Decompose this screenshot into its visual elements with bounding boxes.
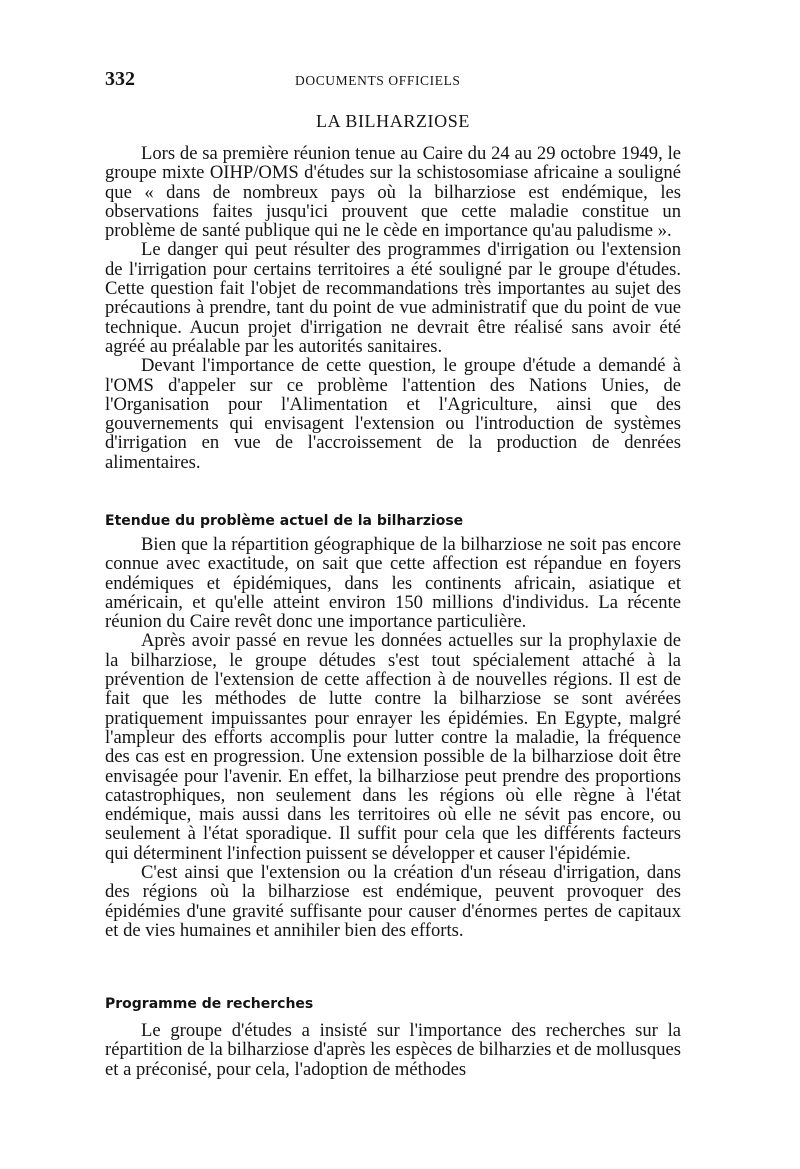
paragraph: Le groupe d'études a insisté sur l'importance des recherches sur la répartition de la bilharziose d'après les espèces de bilharzies et de mollusques et a préconisé, pour cela, l'adoption de méthodes — [105, 1020, 681, 1080]
section-programme-body — [105, 1021, 681, 1079]
section-heading-programme: Programme de recherches — [105, 996, 314, 1012]
paragraph: C'est ainsi que l'extension ou la création d'un réseau d'irrigation, dans des régions où la bilharziose est endémique, peuvent provoquer des épidémies d'une gravité suffisante pour causer d'énormes pertes de capitaux et de vies humaines et annihiler bien des efforts. — [105, 862, 681, 941]
running-header — [105, 68, 681, 96]
paragraph: Après avoir passé en revue les données actuelles sur la prophylaxie de la bilharziose, le groupe détudes s'est tout spécialement attaché à la prévention de l'extension de cette affection à de nouvelles régions. Il est de fait que les méthodes de lutte contre la bilharziose se sont avérées pratiquement impuissantes pour enrayer les épidémies. En Egypte, malgré l'ampleur des efforts accomplis pour lutter contre la maladie, la fréquence des cas est en progression. Une extension possible de la bilharziose doit être envisagée pour l'avenir. En effet, la bilharziose peut prendre des proportions catastrophiques, non seulement dans les régions où elle règne à l'état endémique, mais aussi dans les territoires où elle ne sévit pas encore, ou seulement à l'état sporadique. Il suffit pour cela que les différents facteurs qui déterminent l'infection puissent se développer et causer l'épidémie. — [105, 630, 681, 864]
section-heading-etendue: Etendue du problème actuel de la bilharziose — [105, 513, 464, 529]
page-number: 332 — [105, 68, 135, 90]
section-etendue-body — [105, 535, 681, 940]
intro-section — [105, 144, 681, 472]
paragraph: Lors de sa première réunion tenue au Caire du 24 au 29 octobre 1949, le groupe mixte OIHP/OMS d'études sur la schistosomiase africaine a souligné que « dans de nombreux pays où la bilharziose est endémique, les observations faites jusqu'ici prouvent que cette maladie constitue un problème de santé publique qui ne le cède en importance qu'au paludisme ». — [105, 143, 681, 242]
paragraph: Le danger qui peut résulter des programmes d'irrigation ou l'extension de l'irrigation pour certains territoires a été souligné par le groupe d'études. Cette question fait l'objet de recommandations très importantes au sujet des précautions à prendre, tant du point de vue administratif que du point de vue technique. Aucun projet d'irrigation ne devrait être réalisé sans avoir été agréé au préalable par les autorités sanitaires. — [105, 239, 681, 357]
paragraph: Devant l'importance de cette question, le groupe d'étude a demandé à l'OMS d'appeler sur ce problème l'attention des Nations Unies, de l'Organisation pour l'Alimentation et l'Agriculture, ainsi que des gouvernements qui envisagent l'extension ou l'introduction de systèmes d'irrigation en vue de l'accroissement de la production de denrées alimentaires. — [105, 355, 681, 473]
journal-title: DOCUMENTS OFFICIELS — [295, 73, 461, 88]
article-title: LA BILHARZIOSE — [316, 111, 470, 131]
paragraph: Bien que la répartition géographique de la bilharziose ne soit pas encore connue avec exactitude, on sait que cette affection est répandue en foyers endémiques et épidémiques, dans les continents africain, asiatique et américain, et qu'elle atteint environ 150 millions d'individus. La récente réunion du Caire revêt donc une importance particulière. — [105, 534, 681, 633]
